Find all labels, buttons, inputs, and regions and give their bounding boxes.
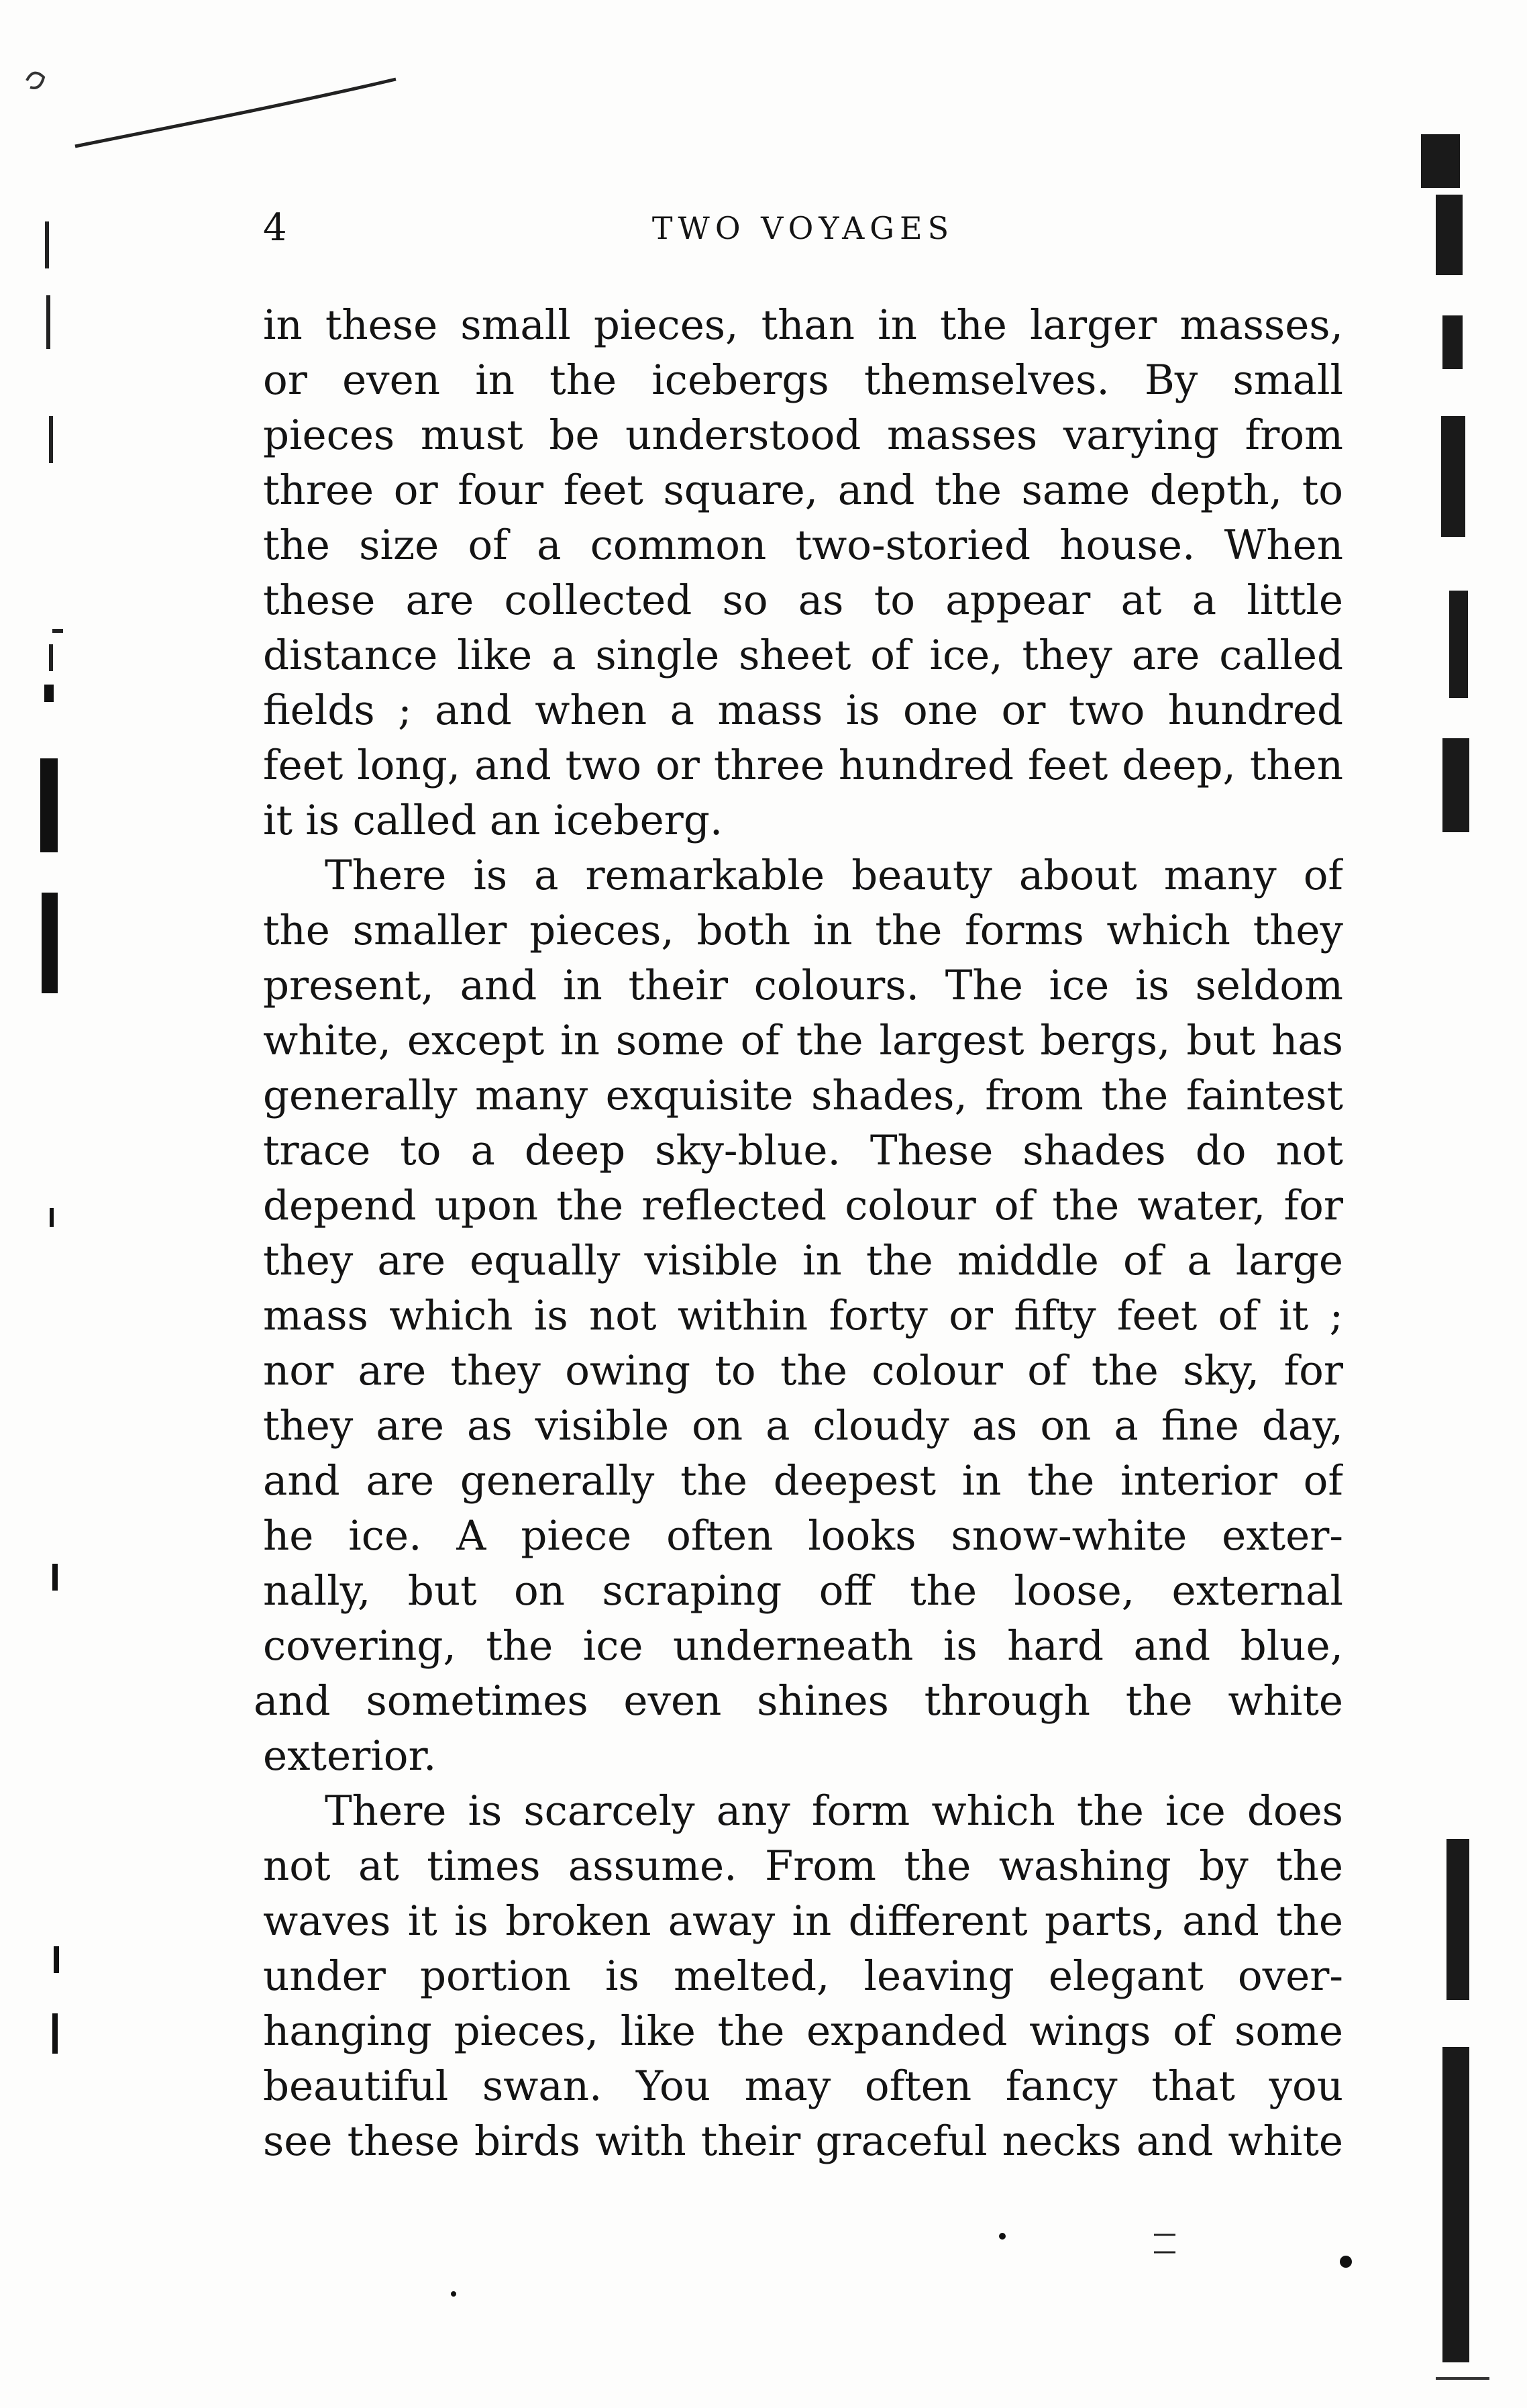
text-line: beautiful swan. You may often fancy that you [263,2062,1343,2110]
text-line: under portion is melted, leaving elegant over- [263,1952,1343,2000]
text-line: hanging pieces, like the expanded wings of some [263,2007,1343,2055]
text-line: distance like a single sheet of ice, they are called [263,632,1343,679]
text-line: the size of a common two-storied house. When [263,521,1343,569]
text-line: it is called an iceberg. [263,797,723,844]
text-line: feet long, and two or three hundred feet deep, then [263,742,1343,789]
text-line: the smaller pieces, both in the forms which they [263,907,1343,954]
body-text [254,298,1343,2169]
text-line: see these birds with their graceful necks and white [263,2117,1343,2165]
text-line: covering, the ice underneath is hard and blue, [263,1622,1343,1670]
text-line: mass which is not within forty or fifty feet of it ; [263,1292,1343,1340]
text-line: pieces must be understood masses varying from [263,411,1343,459]
text-line: white, except in some of the largest bergs, but has [263,1017,1343,1064]
text-line: exterior. [263,1732,437,1780]
text-line: he ice. A piece often looks snow-white exter- [263,1512,1343,1560]
text-line: generally many exquisite shades, from the faintest [263,1072,1343,1119]
paragraph-first-line: There is scarcely any form which the ice does [325,1787,1343,1835]
text-line: three or four feet square, and the same depth, to [263,466,1343,514]
text-line: they are equally visible in the middle of a large [263,1237,1343,1285]
text-line: nally, but on scraping off the loose, external [263,1567,1343,1615]
text-line: they are as visible on a cloudy as on a fine day, [263,1402,1343,1450]
text-line: and sometimes even shines through the white [254,1677,1343,1725]
text-line: and are generally the deepest in the interior of [263,1457,1343,1505]
running-title: TWO VOYAGES [651,210,955,246]
text-line: not at times assume. From the washing by the [263,1842,1343,1890]
running-head [263,201,1343,255]
text-line: present, and in their colours. The ice is seldom [263,962,1343,1009]
page-number: 4 [263,206,287,250]
text-line: these are collected so as to appear at a little [263,576,1343,624]
text-line: depend upon the reflected colour of the water, for [263,1182,1343,1230]
text-line: nor are they owing to the colour of the sky, for [263,1347,1343,1395]
text-line: in these small pieces, than in the larger masses, [263,301,1343,349]
paragraph-first-line: There is a remarkable beauty about many of [325,852,1343,899]
text-line: or even in the icebergs themselves. By small [263,356,1343,404]
text-line: fields ; and when a mass is one or two hundred [263,687,1343,734]
text-line: waves it is broken away in different parts, and the [263,1897,1343,1945]
text-line: trace to a deep sky-blue. These shades do not [263,1127,1343,1174]
